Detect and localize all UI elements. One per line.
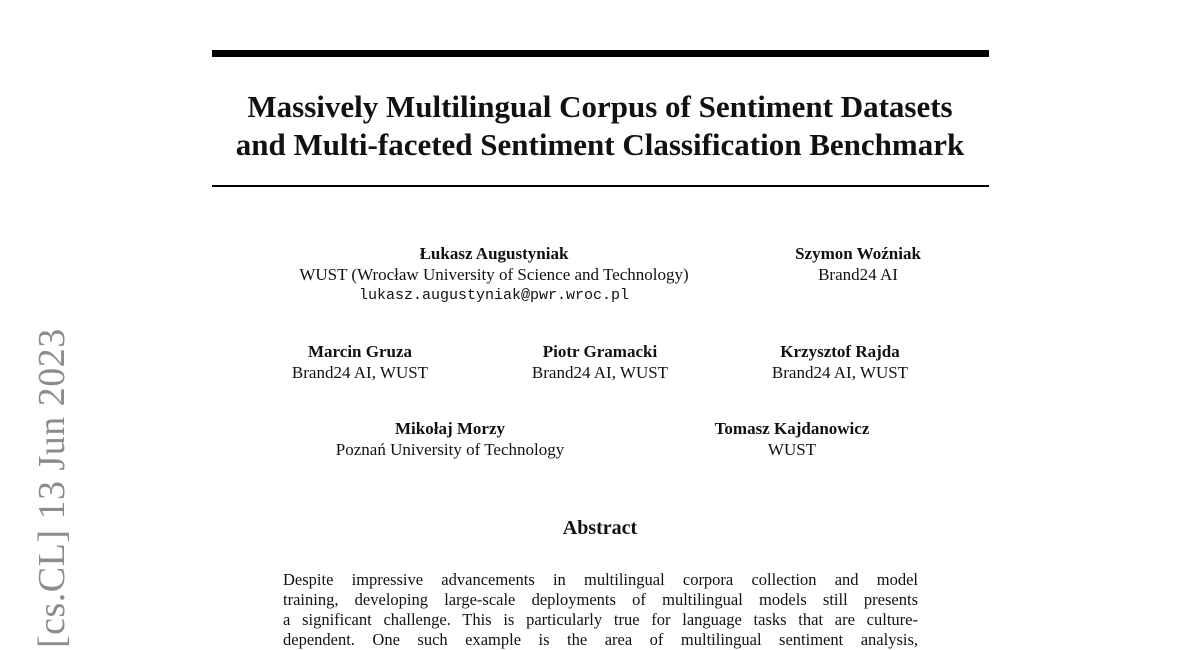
author-affiliation: Brand24 AI, WUST — [531, 363, 669, 382]
abstract-line: training, developing large-scale deployments of multilingual models still presents — [283, 590, 918, 609]
title-top-rule — [212, 50, 989, 57]
author-affiliation: Brand24 AI, WUST — [771, 363, 909, 382]
author-gramacki — [500, 341, 700, 383]
paper-title — [200, 88, 1000, 164]
author-morzy — [300, 418, 600, 460]
abstract-line: a significant challenge. This is particularly true for language tasks that are culture- — [283, 610, 918, 629]
author-wozniak — [758, 243, 958, 285]
author-affiliation: Poznań University of Technology — [335, 440, 565, 459]
author-email: lukasz.augustyniak@pwr.wroc.pl — [358, 287, 630, 304]
author-name: Tomasz Kajdanowicz — [714, 419, 870, 438]
author-affiliation: Brand24 AI, WUST — [291, 363, 429, 382]
title-line-1: Massively Multilingual Corpus of Sentiment Datasets — [247, 89, 953, 124]
author-affiliation: Brand24 AI — [818, 265, 898, 284]
author-name: Łukasz Augustyniak — [419, 244, 569, 263]
author-name: Piotr Gramacki — [542, 342, 658, 361]
author-kajdanowicz — [682, 418, 902, 460]
title-bottom-rule — [212, 185, 989, 187]
title-line-2: and Multi-faceted Sentiment Classification Benchmark — [235, 127, 965, 162]
abstract-line: dependent. One such example is the area of multilingual sentiment analysis, — [283, 630, 918, 649]
author-name: Krzysztof Rajda — [780, 342, 900, 361]
author-name: Szymon Woźniak — [795, 244, 921, 263]
author-gruza — [260, 341, 460, 383]
author-name: Marcin Gruza — [307, 342, 413, 361]
author-rajda — [740, 341, 940, 383]
author-augustyniak — [264, 243, 724, 306]
author-affiliation: WUST (Wrocław University of Science and Technology) — [299, 265, 689, 284]
abstract-line: Despite impressive advancements in multilingual corpora collection and model — [283, 570, 918, 589]
author-affiliation: WUST — [767, 440, 817, 459]
author-name: Mikołaj Morzy — [395, 419, 505, 438]
abstract-heading: Abstract — [562, 517, 638, 539]
abstract-text — [283, 570, 918, 650]
arxiv-side-stamp: [cs.CL] 13 Jun 2023 — [31, 328, 73, 648]
